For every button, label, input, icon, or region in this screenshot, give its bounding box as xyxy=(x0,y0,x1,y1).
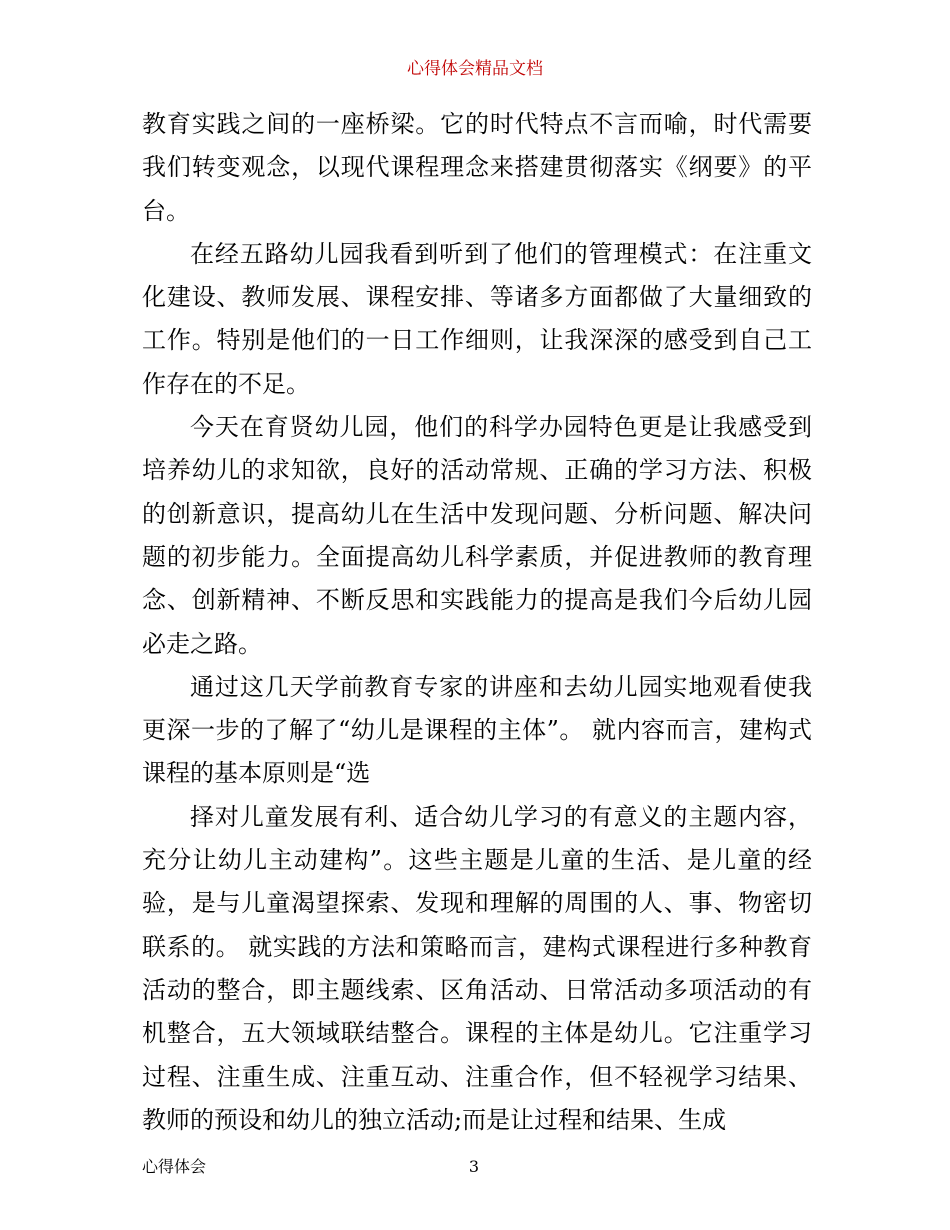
page-header-title: 心得体会精品文档 xyxy=(407,59,543,79)
paragraph-1: 教育实践之间的一座桥梁。它的时代特点不言而喻，时代需要我们转变观念，以现代课程理念来搭建贯彻落实《纲要》的平台。 xyxy=(142,110,812,225)
page-number: 3 xyxy=(468,1157,480,1176)
paragraph-5: 择对儿童发展有利、适合幼儿学习的有意义的主题内容，充分让幼儿主动建构”。这些主题是儿童的生活、是儿童的经验，是与儿童渴望探索、发现和理解的周围的人、事、物密切联系的。 就实践的方法和策略而言，建构式课程进行多种教育活动的整合，即主题线索、区角活动、日常活动多项活动的有机整合，五大领域联结整合。课程的主体是幼儿。它注重学习过程、注重生成、注重互动、注重合作，但不轻视学习结果、教师的预设和幼儿的独立活动;而是让过程和结果、生成 xyxy=(142,802,812,1134)
paragraph-2: 在经五路幼儿园我看到听到了他们的管理模式：在注重文化建设、教师发展、课程安排、等诸多方面都做了大量细致的工作。特别是他们的一日工作细则，让我深深的感受到自己工作存在的不足。 xyxy=(142,239,812,398)
footer-label: 心得体会 xyxy=(142,1157,207,1176)
paragraph-3: 今天在育贤幼儿园，他们的科学办园特色更是让我感受到培养幼儿的求知欲，良好的活动常规、正确的学习方法、积极的创新意识，提高幼儿在生活中发现问题、分析问题、解决问题的初步能力。全面提高幼儿科学素质，并促进教师的教育理念、创新精神、不断反思和实践能力的提高是我们今后幼儿园必走之路。 xyxy=(142,413,812,658)
document-body xyxy=(142,103,812,1142)
paragraph-4: 通过这几天学前教育专家的讲座和去幼儿园实地观看使我更深一步的了解了“幼儿是课程的主体”。 就内容而言，建构式课程的基本原则是“选 xyxy=(142,672,812,788)
